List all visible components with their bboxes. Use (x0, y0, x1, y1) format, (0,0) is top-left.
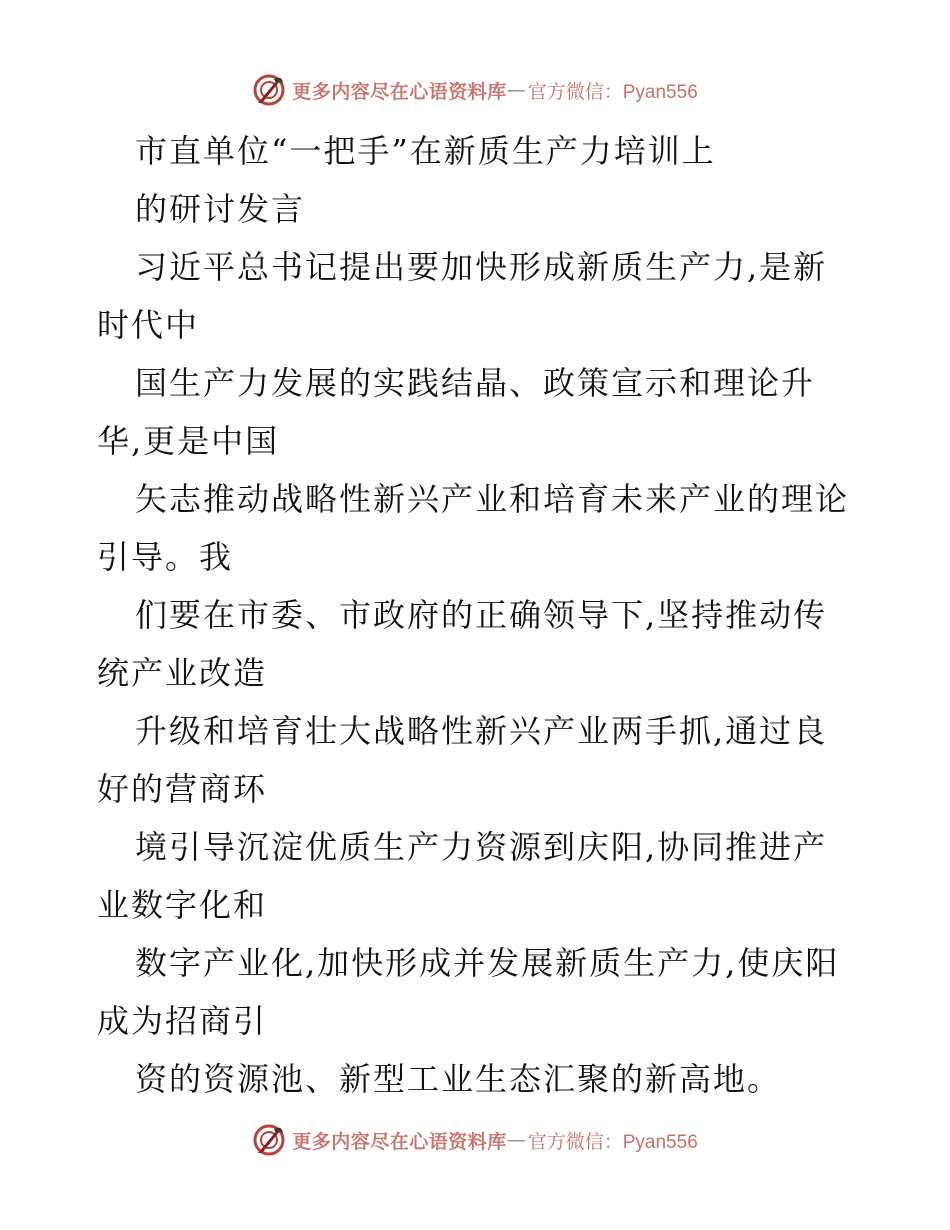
body-line: 境引导沉淀优质生产力资源到庆阳,协同推进产 (135, 828, 828, 866)
body-line: 习近平总书记提出要加快形成新质生产力,是新 (135, 248, 828, 286)
body-line: 资的资源池、新型工业生态汇聚的新高地。 (135, 1060, 782, 1098)
body-line: 统产业改造 (97, 654, 268, 692)
watermark-text: 更多内容尽在心语资料库 (292, 1130, 507, 1153)
paragraph-lines (97, 238, 857, 1108)
watermark-wechat: 官方微信：Pyan556 (527, 81, 698, 103)
quill-logo-icon (252, 1123, 286, 1157)
body-line: 矢志推动战略性新兴产业和培育未来产业的理论 (135, 480, 850, 518)
body-line: 华,更是中国 (97, 422, 280, 460)
watermark-separator: — (506, 1129, 526, 1151)
watermark-text: 更多内容尽在心语资料库 (292, 80, 507, 103)
body-line: 业数字化和 (97, 886, 268, 924)
watermark-wechat: 官方微信：Pyan556 (527, 1131, 698, 1153)
header-watermark (0, 70, 950, 110)
body-line: 引导。我 (97, 538, 234, 576)
body-line: 数字产业化,加快形成并发展新质生产力,使庆阳 (135, 944, 840, 982)
quill-logo-icon (252, 73, 286, 107)
document-title-line-2: 的研讨发言 (135, 190, 306, 228)
document-title-line-1: 市直单位“一把手”在新质生产力培训上 (135, 132, 716, 170)
body-line: 成为招商引 (97, 1002, 268, 1040)
body-line: 好的营商环 (97, 770, 268, 808)
footer-watermark (0, 1120, 950, 1160)
document-body (97, 122, 857, 1108)
body-line: 时代中 (97, 306, 200, 344)
watermark-separator: — (506, 79, 526, 101)
body-line: 国生产力发展的实践结晶、政策宣示和理论升 (135, 364, 816, 402)
body-line: 升级和培育壮大战略性新兴产业两手抓,通过良 (135, 712, 828, 750)
body-line: 们要在市委、市政府的正确领导下,坚持推动传 (135, 596, 828, 634)
